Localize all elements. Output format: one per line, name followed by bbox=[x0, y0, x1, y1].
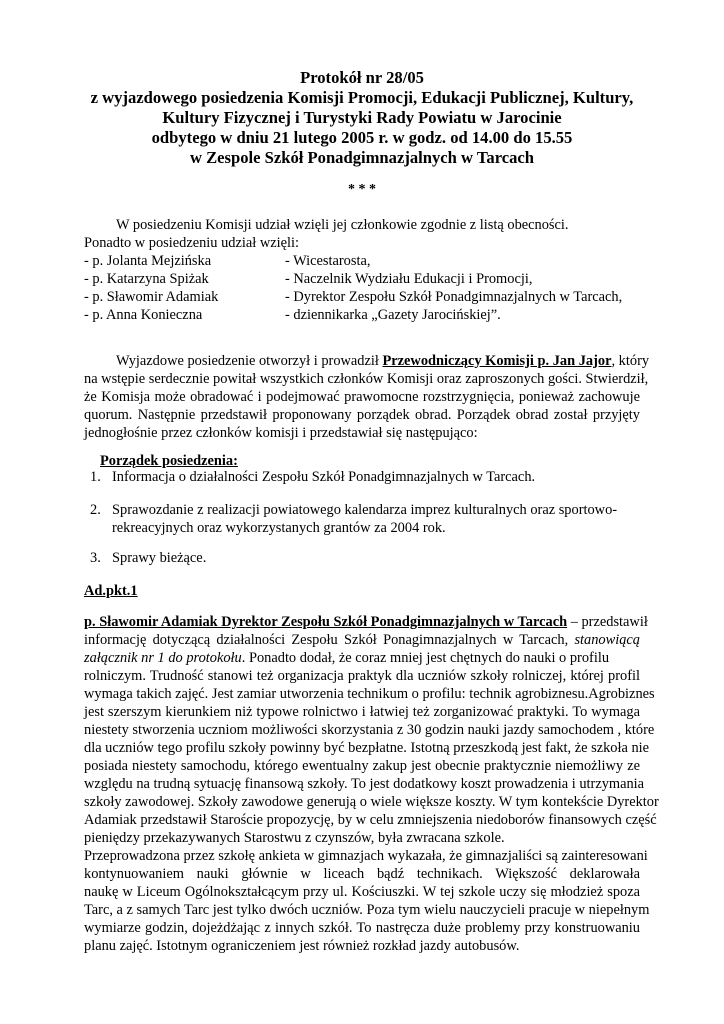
opening-line-2: na wstępie serdecznie powitał wszystkich członków Komisji oraz zaproszonych gości. Stwierdził, bbox=[84, 371, 649, 387]
opening-line-5: jednogłośnie przez członków komisji i przedstawiał się następująco: bbox=[84, 425, 478, 441]
agenda-item-number: 1. bbox=[90, 469, 101, 485]
separator: * * * bbox=[348, 182, 376, 197]
section-text: informację dotyczącą działalności Zespołu Szkół Ponagimnazjalnych w Tarcach, bbox=[84, 632, 575, 648]
section-text: . Ponadto dodał, że coraz mniej jest chętnych do nauki o profilu bbox=[241, 650, 610, 666]
body-line: planu zajęć. Istotnym ograniczeniem jest również rozkład jazdy autobusów. bbox=[84, 938, 520, 954]
opening-line-3: że Komisja może obradować i podejmować prawomocne rozstrzygnięcia, ponieważ zachowuje bbox=[84, 389, 640, 405]
body-line: względu na trudną sytuację finansową szkoły. To jest dodatkowy koszt prowadzenia i utrzymania bbox=[84, 776, 645, 792]
attachment-note: załącznik nr 1 do protokołu bbox=[84, 650, 242, 666]
body-line: naukę w Liceum Ogólnokształcącym przy ul. Kościuszki. W tej szkole uczy się młodzież spoza bbox=[84, 884, 640, 900]
body-line: Przeprowadzona przez szkołę ankieta w gimnazjach wykazała, że gimnazjaliści są zainteresowani bbox=[84, 848, 648, 864]
speaker-text: – przedstawił bbox=[567, 614, 648, 630]
body-line: dla uczniów tego profilu szkoły powinny być bezpłatne. Istotną przeszkodą jest fakt, że szkoła nie bbox=[84, 740, 650, 756]
body-line: posiada niestety samochodu, którego ewentualny zakup jest obecnie praktycznie niemożliwy ze bbox=[84, 758, 640, 774]
body-line: Adamiak przedstawił Staroście propozycję, by w celu zmniejszenia niedoborów finansowych część bbox=[84, 812, 657, 828]
attendee-row bbox=[84, 270, 644, 288]
section-heading: Ad.pkt.1 bbox=[84, 583, 138, 599]
opening-line-4: quorum. Następnie przedstawił proponowany porządek obrad. Porządek obrad został przyjęty bbox=[84, 407, 640, 423]
body-line: Tarc, a z samych Tarc jest tylko dwóch uczniów. Poza tym wielu nauczycieli pracuje w niepełnym bbox=[84, 902, 650, 918]
agenda-heading: Porządek posiedzenia: bbox=[100, 453, 238, 469]
agenda-item: Informacja o działalności Zespołu Szkół Ponadgimnazjalnych w Tarcach. bbox=[112, 469, 536, 485]
attendee-row bbox=[84, 288, 644, 306]
speaker-name: p. Sławomir Adamiak Dyrektor Zespołu Szkół Ponadgimnazjalnych w Tarcach bbox=[84, 614, 568, 630]
section-line-1 bbox=[84, 613, 648, 631]
title-line-5: w Zespole Szkół Ponadgimnazjalnych w Tarcach bbox=[189, 148, 535, 167]
section-line-3 bbox=[84, 649, 609, 667]
body-line: wymiarze godzin, dojeżdżając z innych szkół. To nastręcza duże problemy przy konstruowaniu bbox=[84, 920, 640, 936]
chairman-name: Przewodniczący Komisji p. Jan Jajor bbox=[382, 353, 612, 369]
title-line-2: z wyjazdowego posiedzenia Komisji Promocji, Edukacji Publicznej, Kultury, bbox=[90, 88, 634, 107]
attachment-note: stanowiącą bbox=[574, 632, 640, 648]
attendee-role: - Dyrektor Zespołu Szkół Ponadgimnazjalnych w Tarcach, bbox=[285, 289, 623, 305]
opening-text: Wyjazdowe posiedzenie otworzył i prowadził bbox=[116, 353, 383, 369]
body-line: niestety stworzenia uczniom możliwości skorzystania z 30 godzin nauki jazdy samochodem , które bbox=[84, 722, 655, 738]
attendee-role: - Wicestarosta, bbox=[285, 253, 371, 269]
section-line-2 bbox=[84, 631, 640, 649]
opening-line-1 bbox=[116, 352, 649, 370]
agenda-item: Sprawy bieżące. bbox=[112, 550, 207, 566]
agenda-item-continued: rekreacyjnych oraz wykorzystanych grantów za 2004 rok. bbox=[112, 520, 446, 536]
attendee-role: - Naczelnik Wydziału Edukacji i Promocji, bbox=[285, 271, 533, 287]
attendee-name: - p. Anna Konieczna bbox=[84, 307, 203, 323]
body-line: szkoły zawodowej. Szkoły zawodowe generują o wiele większe koszty. W tym kontekście Dyrektor bbox=[84, 794, 659, 810]
attendee-row bbox=[84, 306, 644, 324]
attendee-row bbox=[84, 252, 644, 270]
opening-text-end: , który bbox=[611, 353, 650, 369]
intro-line-1: W posiedzeniu Komisji udział wzięli jej członkowie zgodnie z listą obecności. bbox=[116, 217, 569, 233]
body-line: jest szerszym kierunkiem niż typowe rolnictwo i łatwiej też zorganizować praktyki. To wymaga bbox=[84, 704, 640, 720]
title-line-3: Kultury Fizycznej i Turystyki Rady Powiatu w Jarocinie bbox=[162, 108, 562, 127]
intro-line-2: Ponadto w posiedzeniu udział wzięli: bbox=[84, 235, 300, 251]
attendee-name: - p. Sławomir Adamiak bbox=[84, 289, 219, 305]
agenda-item-number: 2. bbox=[90, 502, 101, 518]
protocol-title: Protokół nr 28/05 bbox=[300, 68, 424, 87]
body-line: pieniędzy przekazywanych Starostwu z czynszów, była zwracana szkole. bbox=[84, 830, 505, 846]
agenda-item: Sprawozdanie z realizacji powiatowego kalendarza imprez kulturalnych oraz sportowo- bbox=[112, 502, 618, 518]
attendee-role: - dziennikarka „Gazety Jarocińskiej”. bbox=[285, 307, 501, 323]
body-line: kontynuowaniem nauki głównie w liceach bądź technikach. Większość deklarowała bbox=[84, 866, 640, 882]
attendee-name: - p. Katarzyna Spiżak bbox=[84, 271, 209, 287]
title-line-4: odbytego w dniu 21 lutego 2005 r. w godz. od 14.00 do 15.55 bbox=[151, 128, 573, 147]
attendee-name: - p. Jolanta Mejzińska bbox=[84, 253, 212, 269]
body-line: rolniczym. Trudność stanowi też organizacja praktyk dla uczniów szkoły rolniczej, której profil bbox=[84, 668, 640, 684]
body-line: wymaga takich zajęć. Jest zamiar utworzenia technikum o profilu: technik agrobiznesu.Agrobiznes bbox=[84, 686, 655, 702]
agenda-item-number: 3. bbox=[90, 550, 101, 566]
